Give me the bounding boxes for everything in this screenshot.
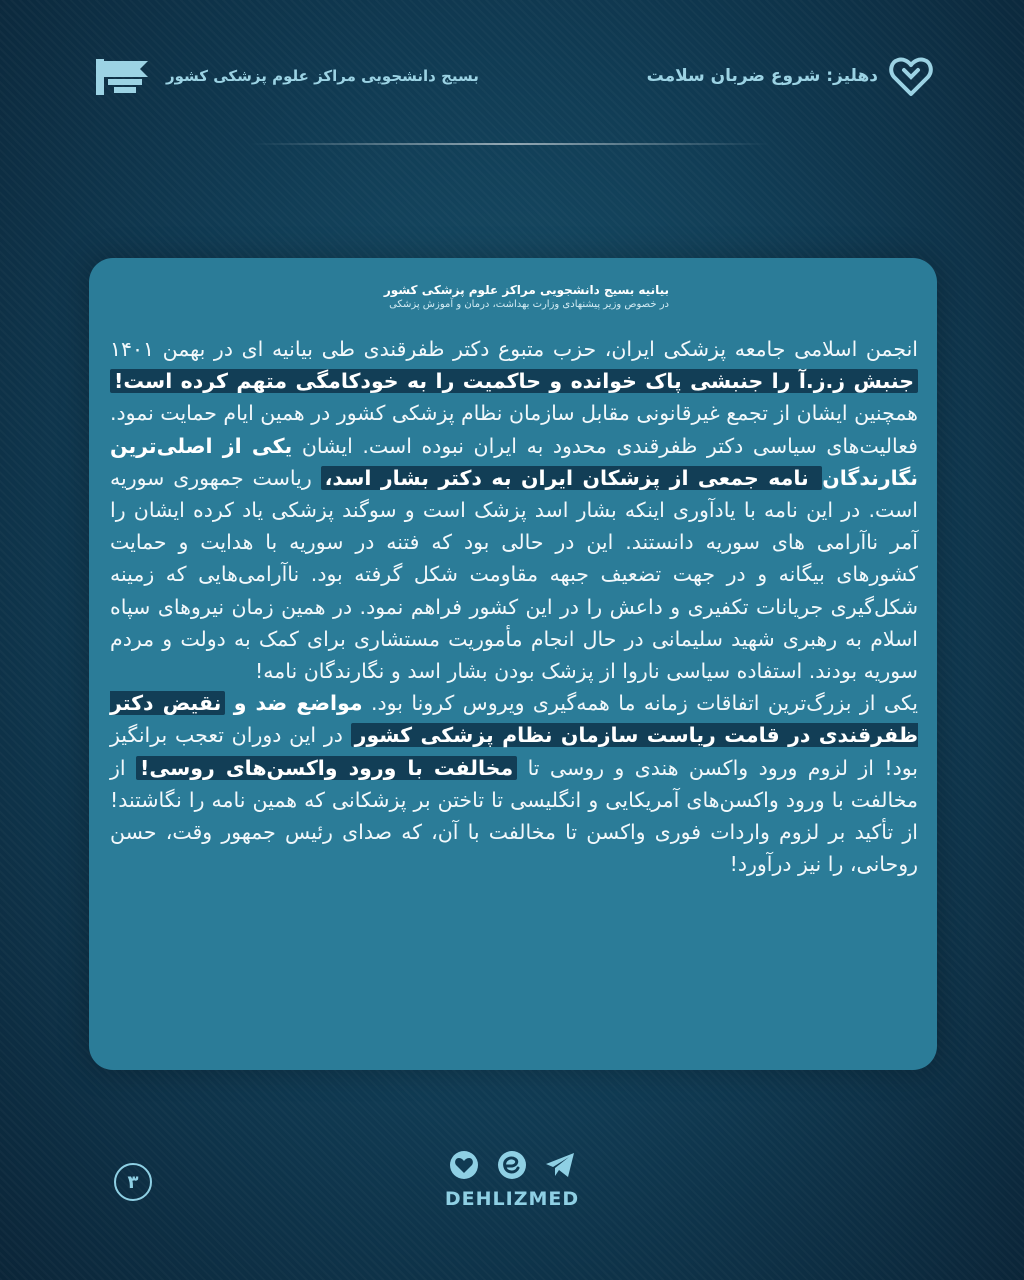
site-name[interactable]: DEHLIZMED	[444, 1188, 580, 1210]
highlighted-text: نقیض دکتر ظفرقندی در قامت ریاست سازمان نظام پزشکی کشور	[110, 691, 919, 748]
header-divider	[250, 143, 770, 145]
brand-logo[interactable]	[647, 53, 934, 99]
statement-subtitle: در خصوص وزیر پیشنهادی وزارت بهداشت، درمان و آموزش پزشکی	[389, 299, 669, 310]
organization-name: بسیج دانشجویی مراکز علوم پزشکی کشور	[166, 67, 479, 85]
paragraph-1	[110, 333, 918, 430]
flag-logo-icon	[92, 53, 154, 99]
text-run: فعالیت‌های سیاسی دکتر ظفرقندی محدود به ایران نبوده است. ایشان	[292, 433, 918, 458]
bold-text: مواضع ضد و	[233, 691, 363, 716]
heart-logo-icon	[888, 53, 934, 99]
telegram-icon[interactable]	[543, 1148, 577, 1182]
text-run: همچنین ایشان از تجمع غیرقانونی مقابل سازمان نظام پزشکی کشور در همین ایام حمایت نمود.	[110, 401, 918, 426]
social-links	[0, 1148, 1024, 1182]
highlighted-text: مخالفت با ورود واکسن‌های روسی!	[136, 756, 517, 780]
statement-body	[110, 333, 918, 880]
text-run: انجمن اسلامی جامعه پزشکی ایران، حزب متبوع دکتر ظفرقندی طی بیانیه ای در بهمن ۱۴۰۱	[110, 337, 918, 361]
highlighted-text: جنبش ز.ز.آ را جنبشی پاک خوانده و حاکمیت را به خودکامگی متهم کرده است!	[110, 369, 918, 393]
text-run: از مخالفت با ورود واکسن‌های آمریکایی و انگلیسی تا تاختن بر پزشکانی که همین نامه را نگاشتند! از تأکید بر لزوم واردات فوری واکسن تا مخالفت با آن، که صدای رئیس جمهور وقت، حسن روحانی، را نیز درآورد!	[110, 755, 918, 877]
brand-tagline: دهلیز: شروع ضربان سلامت	[646, 66, 878, 86]
paragraph-2	[110, 430, 918, 688]
eitaa-icon[interactable]	[495, 1148, 529, 1182]
text-run: ریاست جمهوری سوریه است. در این نامه با یادآوری اینکه بشار اسد پزشک است و سوگند پزشکی یاد کرده ایشان را آمر ناآرامی های سوریه دانستند. این در حالی بود که فتنه در سوریه با هدایت و حمایت کشورهای بیگانه و در جهت تضعیف جبهه مقاومت شکل گرفته بود. ناآرامی‌هایی که زمینه شکل‌گیری جریانات تکفیری و داعش را در این کشور فراهم نمود. در همین زمان نیروهای سپاه اسلام به رهبری شهید سلیمانی در حال انجام مأموریت مستشاری برای کمک به دولت و مردم سوریه بودند. استفاده سیاسی ناروا از پزشک بودن بشار اسد و نگارندگان نامه!	[110, 465, 918, 684]
statement-heading	[384, 282, 669, 312]
text-run: در این دوران تعجب برانگیز بود! از لزوم ورود واکسن هندی و روسی تا	[110, 723, 919, 780]
header	[0, 45, 1024, 105]
statement-card	[89, 258, 937, 1070]
statement-title: بیانیه بسیج دانشجویی مراکز علوم پزشکی کشور	[383, 283, 669, 297]
paragraph-3	[110, 687, 918, 880]
organization-brand	[92, 53, 479, 99]
bold-text: یکی از اصلی‌ترین نگارندگان	[110, 433, 918, 490]
highlighted-text: نامه جمعی از پزشکان ایران به دکتر بشار اسد،	[321, 466, 823, 490]
text-run: یکی از بزرگ‌ترین اتفاقات زمانه ما همه‌گیری ویروس کرونا بود.	[362, 691, 918, 716]
bale-icon[interactable]	[447, 1148, 481, 1182]
page-number: ۳	[114, 1163, 152, 1201]
